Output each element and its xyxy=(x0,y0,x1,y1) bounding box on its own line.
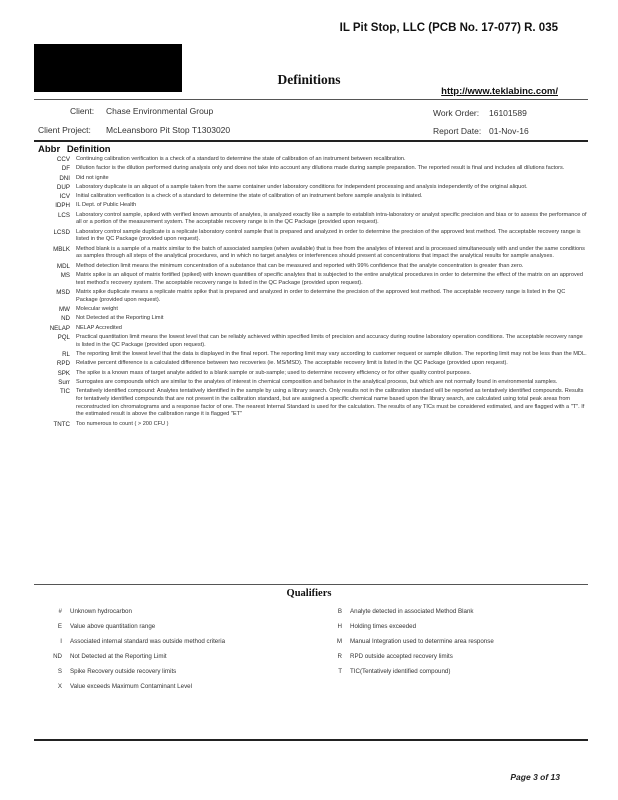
qualifier-row xyxy=(42,634,225,649)
qualifiers-title: Qualifiers xyxy=(286,588,332,599)
definition-text: Did not ignite xyxy=(76,174,109,181)
abbr: ND xyxy=(61,315,70,323)
definition-row xyxy=(34,351,588,359)
abbr-column-header: Abbr xyxy=(38,144,61,155)
qualifier-row xyxy=(42,649,225,664)
qualifier-row xyxy=(42,679,225,694)
definition-text: Dilution factor is the dilution performed during analysis only and does not take into account any dilutions made during sample preparation. The reported result is final and includes all dilutions factors. xyxy=(76,165,565,172)
report-date-value: 01-Nov-16 xyxy=(489,126,529,136)
definition-text: Surrogates are compounds which are similar to the analytes of interest in chemical composition and behavior in the analytical process, but which are not normally found in environmental samples. xyxy=(76,378,558,385)
work-order-label: Work Order: xyxy=(433,108,480,118)
definition-row xyxy=(34,229,588,244)
definition-row xyxy=(34,272,588,287)
abbr: MSD xyxy=(56,289,70,297)
abbr: MDL xyxy=(56,262,70,270)
qualifier-text: Holding times exceeded xyxy=(350,623,417,630)
qualifier-row xyxy=(322,649,494,664)
qualifier-row xyxy=(42,619,225,634)
abbr: MBLK xyxy=(53,245,70,253)
abbr: MS xyxy=(60,272,70,280)
qualifier-text: Analyte detected in associated Method Blank xyxy=(350,608,474,615)
qualifier-code: E xyxy=(57,623,62,630)
definition-text: Laboratory control sample, spiked with verified known amounts of analytes, is analyzed exactly like a sample to establish intra-laboratory or analyst specific precision and bias or to assess the performance of all or a portion of the measurement system. The acceptable recovery range is in the QC Package (provided upon request). xyxy=(76,211,587,226)
qualifier-text: Associated internal standard was outside method criteria xyxy=(70,638,226,645)
header-divider xyxy=(34,99,588,100)
abbr: LCS xyxy=(57,211,70,219)
lab-url-link[interactable]: http://www.teklabinc.com/ xyxy=(441,86,558,97)
info-divider xyxy=(34,140,588,142)
abbr: SPK xyxy=(57,369,70,377)
project-label: Client Project: xyxy=(38,125,91,135)
page-number: Page 3 of 13 xyxy=(510,772,560,782)
definition-text: IL Dept. of Public Health xyxy=(76,202,137,209)
qualifier-code: M xyxy=(336,638,342,645)
qualifier-row xyxy=(42,664,225,679)
definition-text: The reporting limit the lowest level that the data is displayed in the final report. The reporting limit may vary according to customer request or sample dilution. The reporting limit may not be less than the MDL. xyxy=(76,350,587,357)
abbr: IDPH xyxy=(55,202,70,210)
definition-text: NELAP Accredited xyxy=(76,324,122,331)
definition-row xyxy=(34,325,588,333)
qualifiers-divider xyxy=(34,584,588,585)
qualifier-row xyxy=(322,604,494,619)
definition-text: Tentatively identified compound: Analytes tentatively identified in the sample by using a library search. Only results not in the calibration standard will be reported as tentatively identified compounds. Results for tentatively identified compounds that are not present in the calibration standard, but are assigned a specific chemical name based upon the library search, are calculated using total peak areas from reconstructed ion chromatograms and a response factor of one. The nearest Internal Standard is used for the calculation. The results of any TICs must be considered estimated, and are flagged with a "T". If the estimated result is above the calibration range it is flagged "ET" xyxy=(76,388,585,418)
abbr: DUP xyxy=(56,183,70,191)
page-title: Definitions xyxy=(277,72,341,87)
abbr: PQL xyxy=(57,333,70,341)
definition-row xyxy=(34,165,588,173)
definition-text: Too numerous to count ( > 200 CFU ) xyxy=(76,420,169,427)
abbr: ICV xyxy=(59,193,70,201)
qualifier-code: S xyxy=(57,668,62,675)
pcb-stamp: IL Pit Stop, LLC (PCB No. 17-077) R. 035 xyxy=(339,22,558,34)
qualifier-code: T xyxy=(338,668,342,675)
qualifier-text: Spike Recovery outside recovery limits xyxy=(70,668,177,675)
client-label: Client: xyxy=(70,106,95,116)
qualifier-code: # xyxy=(58,608,62,615)
client-value: Chase Environmental Group xyxy=(106,106,214,116)
definition-row xyxy=(34,421,588,429)
qualifier-code: I xyxy=(60,638,62,645)
definition-row xyxy=(34,263,588,271)
qualifier-text: Value above quantitation range xyxy=(70,623,156,630)
qualifiers-right-column xyxy=(322,604,494,679)
qualifier-text: TIC(Tentatively identified compound) xyxy=(350,668,451,675)
qualifier-text: Unknown hydrocarbon xyxy=(70,608,132,615)
definition-text: Laboratory duplicate is an aliquot of a sample taken from the same container under laboratory conditions for independent processing and analysis independently of the original aliquot. xyxy=(76,183,528,190)
qualifier-row xyxy=(322,664,494,679)
definition-row xyxy=(34,246,588,261)
definition-text: Matrix spike is an aliquot of matrix fortified (spiked) with known quantities of specific analytes that is subjected to the entire analytical procedures in order to determine the effect of the matrix on an approved test method's recovery system. The acceptable recovery range is listed in the QC Package (provided upon request). xyxy=(76,272,584,286)
work-order-value: 16101589 xyxy=(489,108,527,118)
definition-text: Molecular weight xyxy=(76,306,118,313)
qualifier-text: RPD outside accepted recovery limits xyxy=(350,653,453,660)
abbr: Surr xyxy=(58,378,70,386)
report-date-label: Report Date: xyxy=(433,126,482,136)
definition-text: Method detection limit means the minimum concentration of a substance that can be measured and reported with 99% confidence that the analyte concentration is greater than zero. xyxy=(76,262,524,269)
qualifier-code: ND xyxy=(53,653,62,660)
qualifier-text: Not Detected at the Reporting Limit xyxy=(70,653,167,660)
definition-text: Matrix spike duplicate means a replicate matrix spike that is prepared and analyzed in order to determine the precision of the approved test method. The acceptable recovery range is listed in the QC Package (provided upon request). xyxy=(76,289,566,303)
abbr: DNI xyxy=(59,174,70,182)
definition-text: Method blank is a sample of a matrix similar to the batch of associated samples (when available) that is free from the analytes of interest and is processed simultaneously with and under the same conditions as samples through all steps of the analytical procedures, and in which no target analytes or interferences should present at concentrations that impact the analytical results for sample analyses. xyxy=(76,245,585,260)
qualifier-text: Manual Integration used to determine area response xyxy=(350,638,494,645)
qualifier-code: H xyxy=(337,623,342,630)
footer-divider xyxy=(34,739,588,741)
definition-text: Relative percent difference is a calculated difference between two recoveries (ie. MS/MSD). The acceptable recovery limit is listed in the QC Package (provided upon request). xyxy=(76,360,508,367)
abbr: TIC xyxy=(60,388,70,396)
abbr: DF xyxy=(61,165,70,173)
project-value: McLeansboro Pit Stop T1303020 xyxy=(106,125,231,135)
qualifier-row xyxy=(322,619,494,634)
definition-row xyxy=(34,156,588,164)
definition-row xyxy=(34,184,588,192)
qualifiers-left-column xyxy=(42,604,225,694)
qualifier-code: X xyxy=(57,683,62,690)
abbr: RPD xyxy=(56,360,70,368)
qualifier-row xyxy=(42,604,225,619)
definition-text: Practical quantitation limit means the lowest level that can be reliably achieved within specified limits of precision and accuracy during routine laboratory operation conditions. The acceptable recovery range is listed in the QC Package (provided upon request). xyxy=(76,333,583,348)
qualifier-row xyxy=(322,634,494,649)
abbr: RL xyxy=(62,350,70,358)
definition-row xyxy=(34,306,588,314)
definition-row xyxy=(34,315,588,323)
definition-row xyxy=(34,370,588,378)
abbr: LCSD xyxy=(53,228,70,236)
definition-text: Laboratory control sample duplicate is a replicate laboratory control sample that is prepared and analyzed in order to determine the precision of the approved test method. The acceptable recovery range is listed in the QC Package (provided upon request). xyxy=(76,228,581,243)
qualifier-text: Value exceeds Maximum Contaminant Level xyxy=(70,683,192,690)
definition-row xyxy=(34,212,588,227)
abbr: MW xyxy=(59,306,70,314)
definition-text: Initial calibration verification is a check of a standard to determine the state of calibration of an instrument before sample analysis is initiated. xyxy=(76,193,423,200)
definition-text: Not Detected at the Reporting Limit xyxy=(76,315,164,322)
abbr: NELAP xyxy=(49,324,70,332)
definition-column-header: Definition xyxy=(66,144,111,155)
definition-row xyxy=(34,193,588,201)
definitions-header xyxy=(38,144,115,155)
qualifier-code: B xyxy=(337,608,342,615)
definition-text: Continuing calibration verification is a check of a standard to determine the state of calibration of an instrument between recalibration. xyxy=(76,156,406,162)
qualifier-code: R xyxy=(337,653,342,660)
definition-row xyxy=(34,289,588,304)
definition-row xyxy=(34,388,588,419)
definition-text: The spike is a known mass of target analyte added to a blank sample or sub-sample; used to determine recovery efficiency or for other quality control purposes. xyxy=(76,369,472,376)
definitions-list xyxy=(34,156,588,430)
definition-row xyxy=(34,175,588,183)
definition-row xyxy=(34,360,588,368)
definition-row xyxy=(34,202,588,210)
definition-row xyxy=(34,379,588,387)
abbr: TNTC xyxy=(53,420,70,428)
abbr: CCV xyxy=(56,156,70,163)
definition-row xyxy=(34,334,588,349)
